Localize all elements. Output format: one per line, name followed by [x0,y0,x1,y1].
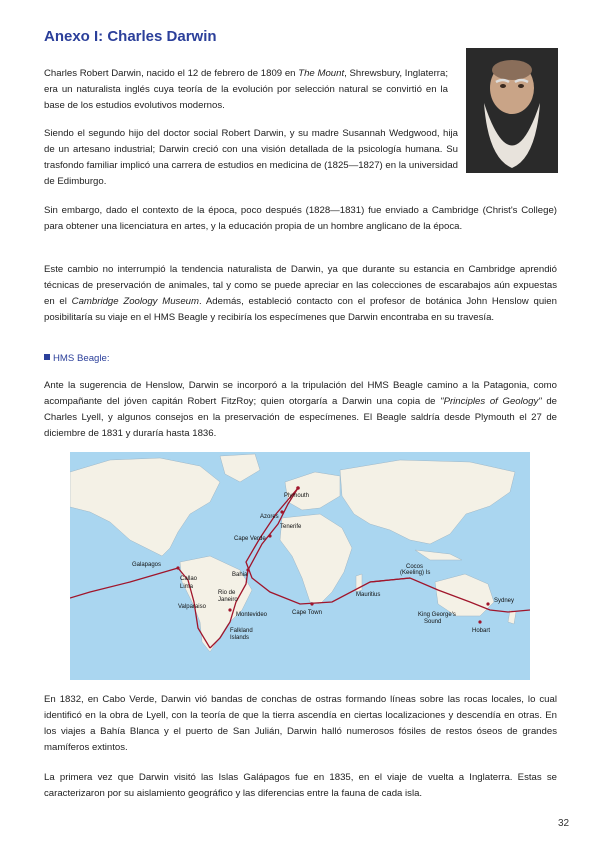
label-mauritius: Mauritius [356,592,381,598]
checkbox-bullet-icon [44,354,50,360]
label-sydney: Sydney [494,598,515,604]
darwin-portrait [466,48,558,173]
label-rio-1: Rio de [218,590,236,596]
paragraph-text: Este cambio no interrumpió la tendencia naturalista de Darwin, ya que durante su estancia en Cambridge aprendió técnicas de preservación de animales, tal y como se puede apreciar en las colecciones de escarabajos aún expuestas en el [44,264,557,307]
label-azores: Azores [260,514,279,520]
stop-cape-verde [268,534,271,537]
greenland [220,454,260,482]
route-pacific-crossing [70,568,178,598]
label-montevideo: Montevideo [236,612,268,618]
paragraph-emphasis: Cambridge Zoology Museum [71,296,200,307]
continents [70,454,516,652]
europe [285,472,340,510]
paragraph-text: Charles Robert Darwin, nacido el 12 de febrero de 1809 en [44,68,299,79]
label-king-george-1: King George's [418,612,456,618]
paragraph-family: Siendo el segundo hijo del doctor social Robert Darwin, y su madre Susannah Wedgwood, hija de un artesano industrial; Darwin creció con una visión detallada de la psicología humana. Su trasfondo familiar implicó una carrera de estudios en medicina de (1825—1827) en la universidad de Edimburgo. [44,128,458,187]
paragraph-beagle [44,378,557,442]
paragraph-emphasis: "Principles of Geology" [440,396,542,407]
paragraph-emphasis: The Mount [298,68,345,79]
section-heading [44,353,110,364]
paragraph-cabo-verde: En 1832, en Cabo Verde, Darwin vió bandas de conchas de ostras formando líneas sobre las rocas locales, lo cual identificó en la obra de Lyell, con la teoría de que la tierra ascendía en ciertas localizaciones y descendía en otras. En los viajes a Bahía Blanca y el puerto de San Julián, Darwin halló numerosos fósiles de restos óseos de grandes mamíferos extintos. [44,694,557,753]
label-cape-verde: Cape Verde [234,536,266,542]
section-heading-label: HMS Beagle: [53,353,110,364]
label-falkland-1: Falkland [230,628,253,634]
label-lima: Lima [180,584,194,590]
label-tenerife: Tenerife [280,524,302,530]
page-number: 32 [558,818,570,829]
world-map [70,452,530,680]
stop-azores [280,510,283,513]
page-title: Anexo I: Charles Darwin [44,28,217,45]
stop-sydney [486,602,489,605]
label-king-george-2: Sound [424,619,442,625]
label-valparaiso: Valparaiso [178,604,206,610]
stop-montevideo [228,608,231,611]
stop-cape-town [310,602,313,605]
stop-plymouth [296,486,300,490]
label-hobart: Hobart [472,628,491,634]
australia [435,574,494,616]
darwin-portrait-illustration [466,48,558,173]
asia [340,460,515,544]
paragraph-text: de Charles Lyell, y algunos consejos en la preservación de especímenes. El Beagle saldría desde Plymouth el 27 de diciembre de 1831 y duraría hasta 1836. [44,396,557,439]
label-falkland-2: Islands [230,635,250,641]
indonesia [415,550,462,560]
label-galapagos: Galapagos [132,562,162,568]
stop-galapagos [176,566,179,569]
label-cocos-2: (Keeling) Is [400,570,431,576]
label-cape-town: Cape Town [292,610,322,616]
paragraph-text: Ante la sugerencia de Henslow, Darwin se incorporó a la tripulación del HMS Beagle camino a la Patagonia, como acompañante del jóven capitán Robert FitzRoy; quien otorgaría a Darwin una copia de [44,380,557,407]
paragraph-text: , Shrewsbury, Inglaterra; era un naturalista inglés cuya teoría de la evolución por selección natural se convirtió en la base de los estudios evolutivos modernos. [44,68,448,111]
label-callao: Callao [180,576,198,582]
label-rio-2: Janeiro [218,597,238,603]
label-plymouth: Plymouth [284,493,310,499]
paragraph-naturalist [44,262,557,326]
paragraph-intro [44,66,448,114]
paragraph-galapagos: La primera vez que Darwin visitó las Islas Galápagos fue en 1835, en el viaje de vuelta a Inglaterra. Estas se caracterizaron por su aislamiento geográfico y las diferencias entre la fauna de cada isla. [44,772,557,799]
paragraph-cambridge: Sin embargo, dado el contexto de la época, poco después (1828—1831) fue enviado a Cambridge (Christ's College) para obtener una licenciatura en artes, y la educación propia de un hombre anglicano de la época. [44,205,557,232]
paragraph-text: . Además, estableció contacto con el profesor de botánica John Henslow quien posibilitaría su viaje en el HMS Beagle y recibiría los especímenes que Darwin encontraba en su travesía. [44,296,557,323]
stop-hobart [478,620,481,623]
label-cocos-1: Cocos [406,564,424,570]
beagle-voyage-map [70,452,530,680]
north-america [70,458,220,556]
label-bahia: Bahia [232,572,248,578]
